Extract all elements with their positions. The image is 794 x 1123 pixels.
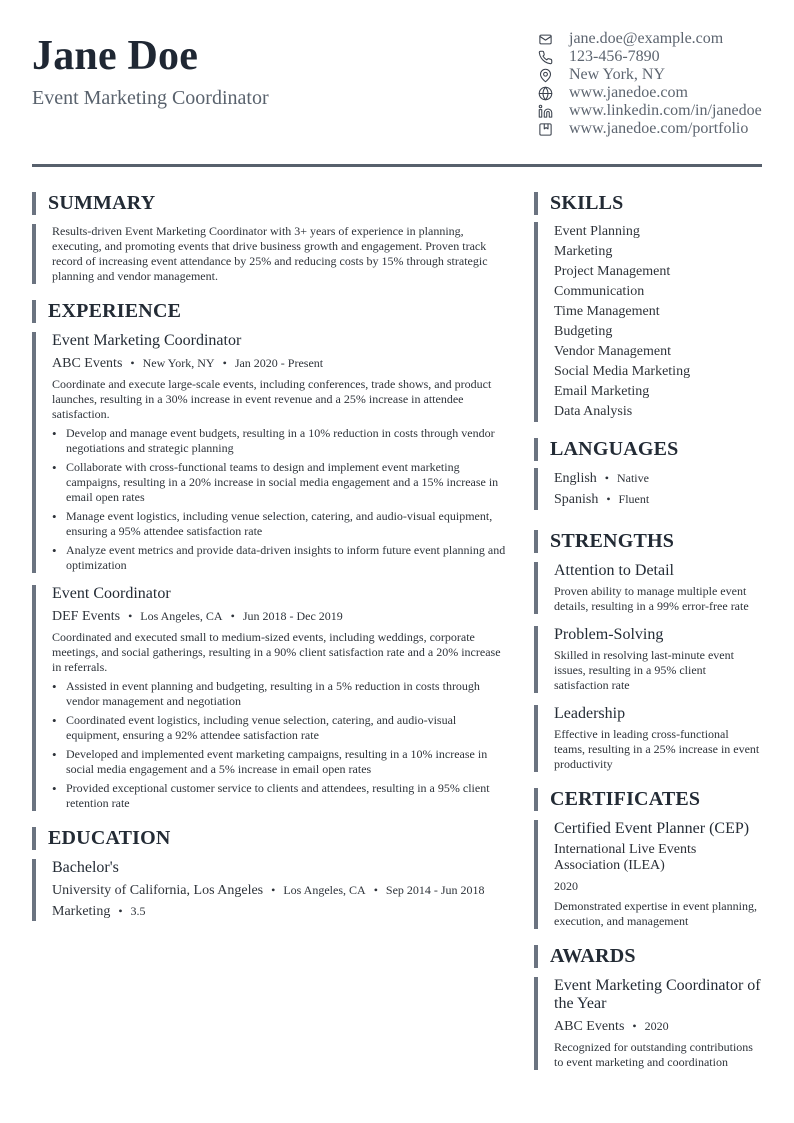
job-dates: Jun 2018 - Dec 2019 bbox=[242, 609, 343, 623]
summary-section bbox=[32, 192, 510, 284]
award-year: 2020 bbox=[644, 1019, 669, 1033]
job-dates: Jan 2020 - Present bbox=[234, 356, 324, 370]
list-item: Budgeting bbox=[554, 324, 613, 339]
list-item: • Develop and manage event budgets, resulting in a 10% reduction in costs through vendor negotiations and strategic planning bbox=[52, 426, 510, 456]
education-field-row: Marketing • 3.5 bbox=[52, 904, 146, 919]
contact-location-text: New York, NY bbox=[569, 66, 666, 83]
contact-email[interactable] bbox=[537, 30, 772, 48]
list-item: Marketing bbox=[554, 244, 613, 259]
strength-text: Proven ability to manage multiple event details, resulting in a 99% error-free rate bbox=[554, 584, 749, 613]
skills-list bbox=[534, 222, 762, 422]
globe-icon bbox=[537, 85, 553, 101]
header-divider bbox=[32, 164, 762, 167]
language-level: Fluent bbox=[618, 492, 650, 506]
experience-section bbox=[32, 300, 510, 811]
job-title: Event Marketing Coordinator bbox=[52, 332, 242, 349]
contact-portfolio-text: www.janedoe.com/portfolio bbox=[569, 120, 749, 137]
candidate-name: Jane Doe bbox=[32, 33, 199, 79]
experience-heading: EXPERIENCE bbox=[32, 300, 510, 323]
list-item: Spanish • Fluent bbox=[554, 492, 650, 507]
list-item: Vendor Management bbox=[554, 344, 672, 359]
certificate-name: Certified Event Planner (CEP) bbox=[554, 820, 750, 837]
phone-icon bbox=[537, 49, 553, 65]
education-heading: EDUCATION bbox=[32, 827, 510, 850]
field-of-study: Marketing bbox=[52, 904, 111, 919]
list-item: Email Marketing bbox=[554, 384, 650, 399]
right-column bbox=[534, 192, 762, 1070]
list-item: Data Analysis bbox=[554, 404, 633, 419]
contact-email-text: jane.doe@example.com bbox=[569, 30, 724, 47]
languages-section bbox=[534, 438, 762, 510]
strength-entry bbox=[534, 562, 762, 614]
contact-list bbox=[537, 30, 772, 138]
skills-section bbox=[534, 192, 762, 422]
contact-linkedin-text: www.linkedin.com/in/janedoe bbox=[569, 102, 762, 119]
job-bullets bbox=[52, 679, 510, 811]
mail-icon bbox=[537, 31, 553, 47]
list-item: Social Media Marketing bbox=[554, 364, 691, 379]
award-issuer: ABC Events bbox=[554, 1019, 625, 1034]
job-description: Coordinated and executed small to medium-sized events, including weddings, corporate meetings, and social gatherings, resulting in a 90% client satisfaction rate and a 20% increase in referrals. bbox=[52, 630, 501, 674]
job-entry bbox=[32, 332, 510, 573]
linkedin-icon bbox=[537, 103, 553, 119]
languages-list bbox=[534, 468, 762, 510]
job-bullets bbox=[52, 426, 510, 573]
education-dates: Sep 2014 - Jun 2018 bbox=[385, 883, 485, 897]
contact-phone-text: 123-456-7890 bbox=[569, 48, 660, 65]
certificate-issuer: International Live Events Association (ILEA) bbox=[554, 842, 697, 873]
strength-text: Effective in leading cross-functional teams, resulting in a 25% increase in event productivity bbox=[554, 727, 760, 771]
contact-website[interactable] bbox=[537, 84, 772, 102]
strength-title: Leadership bbox=[554, 705, 626, 722]
list-item: • Collaborate with cross-functional teams to design and implement event marketing campaigns, resulting in a 20% increase in social media engagement and a 15% increase in email open rates bbox=[52, 460, 510, 505]
list-item: • Provided exceptional customer service to clients and attendees, resulting in a 95% client retention rate bbox=[52, 781, 510, 811]
contact-location bbox=[537, 66, 772, 84]
gpa: 3.5 bbox=[130, 904, 146, 918]
awards-heading: AWARDS bbox=[534, 945, 762, 968]
education-meta: University of California, Los Angeles • Los Angeles, CA • Sep 2014 - Jun 2018 bbox=[52, 883, 485, 898]
school-name: University of California, Los Angeles bbox=[52, 883, 264, 898]
location-pin-icon bbox=[537, 67, 553, 83]
list-item: • Assisted in event planning and budgeting, resulting in a 5% reduction in costs through vendor management and negotiation bbox=[52, 679, 510, 709]
degree: Bachelor's bbox=[52, 859, 119, 876]
list-item: Project Management bbox=[554, 264, 671, 279]
skills-heading: SKILLS bbox=[534, 192, 762, 215]
language-name: English bbox=[554, 471, 597, 486]
contact-portfolio[interactable] bbox=[537, 120, 772, 138]
left-column bbox=[32, 192, 510, 921]
list-item: • Coordinated event logistics, including venue selection, catering, and audio-visual equipment, ensuring a 92% attendee satisfaction rate bbox=[52, 713, 510, 743]
education-entry bbox=[32, 859, 510, 921]
candidate-role: Event Marketing Coordinator bbox=[32, 87, 269, 109]
language-name: Spanish bbox=[554, 492, 599, 507]
strength-title: Problem-Solving bbox=[554, 626, 664, 643]
strength-title: Attention to Detail bbox=[554, 562, 674, 579]
certificates-section bbox=[534, 788, 762, 929]
resume-header bbox=[32, 30, 762, 150]
list-item: Event Planning bbox=[554, 224, 640, 239]
job-location: Los Angeles, CA bbox=[140, 609, 223, 623]
certificate-text: Demonstrated expertise in event planning, execution, and management bbox=[554, 899, 757, 928]
list-item: • Manage event logistics, including venue selection, catering, and audio-visual equipment, ensuring a 95% attendee satisfaction rate bbox=[52, 509, 510, 539]
job-description: Coordinate and execute large-scale events, including conferences, trade shows, and product launches, resulting in a 30% increase in event revenue and a 25% increase in attendee satisfaction. bbox=[52, 377, 492, 421]
strength-entry bbox=[534, 626, 762, 693]
certificate-year: 2020 bbox=[554, 879, 578, 893]
contact-phone[interactable] bbox=[537, 48, 772, 66]
award-entry bbox=[534, 977, 762, 1070]
summary-text: Results-driven Event Marketing Coordinator with 3+ years of experience in planning, executing, and promoting events that drive business growth and engagement. Proven track record of increasing event attendance by 25% and reducing costs by 15% through strategic planning and vendor management. bbox=[32, 224, 510, 284]
education-section bbox=[32, 827, 510, 921]
contact-linkedin[interactable] bbox=[537, 102, 772, 120]
job-entry bbox=[32, 585, 510, 811]
summary-heading: SUMMARY bbox=[32, 192, 510, 215]
strength-text: Skilled in resolving last-minute event issues, resulting in a 95% client satisfaction rate bbox=[554, 648, 734, 692]
languages-heading: LANGUAGES bbox=[534, 438, 762, 461]
school-location: Los Angeles, CA bbox=[283, 883, 366, 897]
job-meta: ABC Events • New York, NY • Jan 2020 - Present bbox=[52, 356, 324, 371]
list-item: English • Native bbox=[554, 471, 649, 486]
bookmark-icon bbox=[537, 121, 553, 137]
job-meta: DEF Events • Los Angeles, CA • Jun 2018 - Dec 2019 bbox=[52, 609, 343, 624]
award-name: Event Marketing Coordinator of the Year bbox=[554, 977, 761, 1012]
strengths-section bbox=[534, 530, 762, 772]
job-location: New York, NY bbox=[142, 356, 215, 370]
list-item: • Analyze event metrics and provide data-driven insights to inform future event planning and optimization bbox=[52, 543, 510, 573]
award-text: Recognized for outstanding contributions to event marketing and coordination bbox=[554, 1040, 753, 1069]
certificate-entry bbox=[534, 820, 762, 929]
list-item: Time Management bbox=[554, 304, 660, 319]
list-item: Communication bbox=[554, 284, 645, 299]
list-item: • Developed and implemented event marketing campaigns, resulting in a 10% increase in social media engagement and a 5% increase in email open rates bbox=[52, 747, 510, 777]
awards-section bbox=[534, 945, 762, 1070]
strengths-heading: STRENGTHS bbox=[534, 530, 762, 553]
award-meta: ABC Events • 2020 bbox=[554, 1019, 669, 1034]
language-level: Native bbox=[616, 471, 649, 485]
strength-entry bbox=[534, 705, 762, 772]
job-company: DEF Events bbox=[52, 609, 121, 624]
job-title: Event Coordinator bbox=[52, 585, 171, 602]
job-company: ABC Events bbox=[52, 356, 123, 371]
contact-website-text: www.janedoe.com bbox=[569, 84, 688, 101]
certificates-heading: CERTIFICATES bbox=[534, 788, 762, 811]
